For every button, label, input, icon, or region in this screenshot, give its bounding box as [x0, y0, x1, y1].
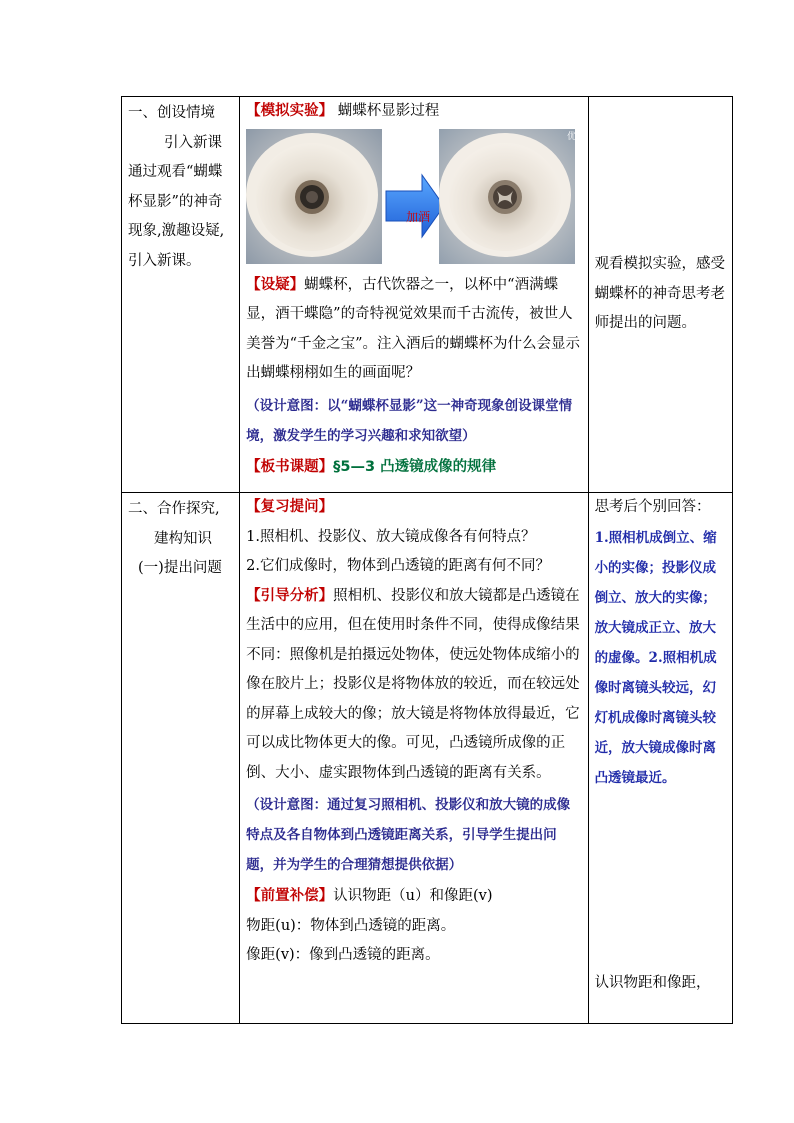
pour-wine-label: 加酒	[406, 209, 431, 224]
object-distance-definition: 物距(u)：物体到凸透镜的距离。	[246, 917, 456, 934]
pre-compensation-line	[246, 880, 583, 912]
review-question-1: 1.照相机、投影仪、放大镜成像各有何特点？	[246, 528, 536, 545]
guide-text: 照相机、投影仪和放大镜都是凸透镜在生活中的应用，但在使用时条件不同，使得成像结果不同：照像机是拍摄远处物体，使远处物体成缩小的像在胶片上；投影仪是将物体放的较近，而在较远处的屏幕上成较大的像；放大镜是将物体放得最近，它可以成比物体更大的像。可见，凸透镜所成像的正倒、大小、虚实跟物体到凸透镜的距离有关系。	[246, 587, 580, 781]
board-title-line	[246, 451, 583, 483]
watermark-label: 优	[567, 131, 577, 142]
board-tag: 【板书课题】	[246, 458, 334, 475]
stage-subheading-1: 引入新课	[164, 134, 222, 151]
student-intro-2: 思考后个别回答：	[594, 499, 711, 515]
teacher-activity-cell-2	[240, 493, 588, 1024]
review-tag: 【复习提问】	[246, 499, 334, 515]
guide-tag: 【引导分析】	[246, 587, 334, 604]
simulation-heading	[246, 97, 583, 127]
stage-heading-2: 二、合作探究,	[128, 501, 220, 517]
student-answer-2: 1.照相机成倒立、缩小的实像；投影仪成倒立、放大的实像；放大镜成正立、放大的虚像。2.照相机成像时离镜头较远，幻灯机成像时离镜头较近，放大镜成像时离凸透镜最近。	[594, 529, 717, 786]
stage-subheading-3: (一)提出问题	[138, 560, 222, 576]
stage-description-1: 通过观看“蝴蝶杯显影”的神奇现象,激趣设疑,引入新课。	[128, 164, 225, 269]
review-question-2: 2.它们成像时，物体到凸透镜的距离有何不同？	[246, 558, 550, 574]
guide-paragraph	[246, 582, 583, 789]
teacher-activity-cell-1	[240, 97, 588, 493]
student-activity-1: 观看模拟实验，感受蝴蝶杯的神奇思考老师提出的问题。	[594, 256, 726, 332]
student-note-2: 认识物距和像距，	[594, 975, 711, 991]
student-activity-cell-2	[588, 493, 732, 1024]
pre-compensation-tag: 【前置补偿】	[246, 888, 334, 904]
student-activity-cell-1	[588, 97, 732, 493]
stage-cell-2	[122, 493, 240, 1024]
lesson-title: §5—3 凸透镜成像的规律	[333, 458, 497, 475]
row-create-situation	[122, 97, 733, 493]
lesson-plan-table	[121, 96, 733, 1024]
empty-cup-photo	[246, 129, 382, 264]
simulation-tag: 【模拟实验】	[246, 103, 334, 119]
pre-compensation-text: 认识物距（u）和像距(v)	[333, 888, 493, 904]
cup-photos	[246, 127, 583, 267]
stage-heading-1: 一、创设情境	[128, 105, 215, 121]
stage-cell-1	[122, 97, 240, 493]
question-tag: 【设疑】	[246, 276, 305, 293]
design-intent-1: （设计意图：以“蝴蝶杯显影”这一神奇现象创设课堂情境，激发学生的学习兴趣和求知欲望）	[246, 397, 573, 444]
row-cooperative-inquiry	[122, 493, 733, 1024]
stage-subheading-2: 建构知识	[154, 530, 212, 547]
simulation-title: 蝴蝶杯显影过程	[333, 103, 440, 119]
question-text: 蝴蝶杯，古代饮器之一，以杯中“酒满蝶显，酒干蝶隐”的奇特视觉效果而千古流传，被世人美誉为“千金之宝”。注入酒后的蝴蝶杯为什么会显示出蝴蝶栩栩如生的画面呢？	[246, 276, 580, 381]
design-intent-2: （设计意图：通过复习照相机、投影仪和放大镜的成像特点及各自物体到凸透镜距离关系，引导学生提出问题，并为学生的合理猜想提供依据）	[246, 797, 571, 873]
filled-cup-photo	[439, 129, 575, 264]
question-paragraph	[246, 267, 583, 389]
image-distance-definition: 像距(v)：像到凸透镜的距离。	[246, 947, 440, 963]
